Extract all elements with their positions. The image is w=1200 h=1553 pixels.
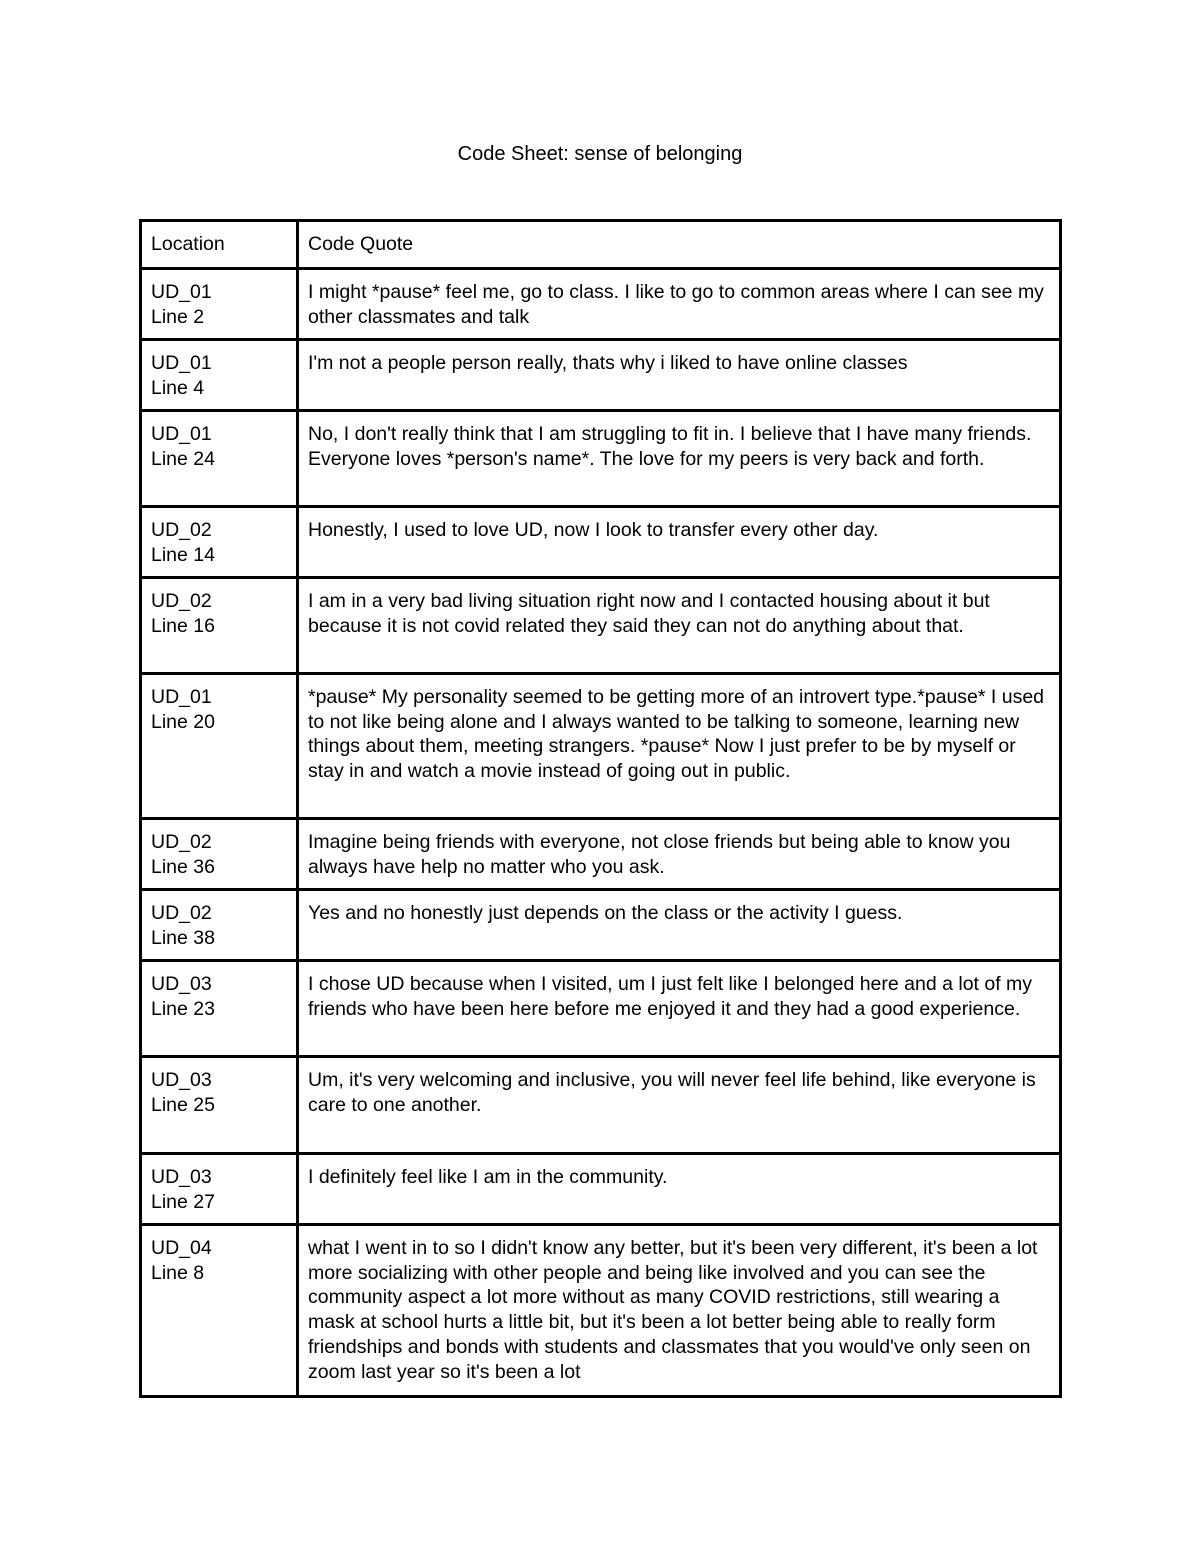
location-cell xyxy=(141,819,298,890)
location-cell xyxy=(141,507,298,578)
code-quote-cell: No, I don't really think that I am struggling to fit in. I believe that I have many friends. Everyone loves *person's name*. The love for my peers is very back and forth. xyxy=(298,411,1061,507)
code-quote-cell: I might *pause* feel me, go to class. I like to go to common areas where I can see my other classmates and talk xyxy=(298,269,1061,340)
location-line-number: Line 24 xyxy=(151,447,215,470)
location-id: UD_01 xyxy=(151,423,212,445)
location-cell xyxy=(141,1225,298,1397)
table-row xyxy=(141,1154,1061,1225)
code-sheet-table xyxy=(139,219,1062,1398)
location-cell xyxy=(141,578,298,674)
location-line-number: Line 16 xyxy=(151,614,215,637)
location-id: UD_03 xyxy=(151,1069,212,1091)
location-cell xyxy=(141,340,298,411)
location-cell xyxy=(141,961,298,1057)
location-id: UD_01 xyxy=(151,686,212,708)
table-row xyxy=(141,411,1061,507)
location-id: UD_04 xyxy=(151,1237,212,1259)
location-cell xyxy=(141,1057,298,1154)
location-id: UD_03 xyxy=(151,973,212,995)
location-cell xyxy=(141,674,298,819)
location-line-number: Line 25 xyxy=(151,1093,215,1116)
location-id: UD_01 xyxy=(151,281,212,303)
page-title: Code Sheet: sense of belonging xyxy=(457,143,743,165)
table-row xyxy=(141,674,1061,819)
code-quote-cell: what I went in to so I didn't know any better, but it's been very different, it's been a lot more socializing with other people and being like involved and you can see the community aspect a lot more without as many COVID restrictions, still wearing a mask at school hurts a little bit, but it's been a lot better being able to really form friendships and bonds with students and classmates that you would've only seen on zoom last year so it's been a lot xyxy=(298,1225,1061,1397)
location-line-number: Line 20 xyxy=(151,710,215,733)
table-row xyxy=(141,340,1061,411)
table-header-row xyxy=(141,221,1061,269)
code-quote-cell: Yes and no honestly just depends on the class or the activity I guess. xyxy=(298,890,1061,961)
code-quote-cell: I am in a very bad living situation right now and I contacted housing about it but because it is not covid related they said they can not do anything about that. xyxy=(298,578,1061,674)
table-row xyxy=(141,269,1061,340)
table-row xyxy=(141,890,1061,961)
location-line-number: Line 2 xyxy=(151,305,205,328)
location-line-number: Line 27 xyxy=(151,1190,215,1213)
location-line-number: Line 23 xyxy=(151,997,215,1020)
location-id: UD_02 xyxy=(151,590,212,612)
location-id: UD_02 xyxy=(151,831,212,853)
code-quote-cell: Honestly, I used to love UD, now I look to transfer every other day. xyxy=(298,507,1061,578)
location-id: UD_02 xyxy=(151,519,212,541)
location-line-number: Line 36 xyxy=(151,855,215,878)
location-id: UD_01 xyxy=(151,352,212,374)
location-line-number: Line 4 xyxy=(151,376,205,399)
code-quote-cell: I chose UD because when I visited, um I just felt like I belonged here and a lot of my friends who have been here before me enjoyed it and they had a good experience. xyxy=(298,961,1061,1057)
location-cell xyxy=(141,1154,298,1225)
table-row xyxy=(141,819,1061,890)
location-cell xyxy=(141,269,298,340)
code-quote-cell: Imagine being friends with everyone, not close friends but being able to know you always have help no matter who you ask. xyxy=(298,819,1061,890)
column-header-location: Location xyxy=(141,221,298,269)
location-id: UD_02 xyxy=(151,902,212,924)
location-line-number: Line 38 xyxy=(151,926,215,949)
code-quote-cell: Um, it's very welcoming and inclusive, you will never feel life behind, like everyone is care to one another. xyxy=(298,1057,1061,1154)
table-row xyxy=(141,1225,1061,1397)
column-header-code-quote: Code Quote xyxy=(298,221,1061,269)
table-row xyxy=(141,578,1061,674)
code-quote-cell: I definitely feel like I am in the community. xyxy=(298,1154,1061,1225)
location-line-number: Line 14 xyxy=(151,543,215,566)
location-id: UD_03 xyxy=(151,1166,212,1188)
code-quote-cell: I'm not a people person really, thats why i liked to have online classes xyxy=(298,340,1061,411)
code-quote-cell: *pause* My personality seemed to be getting more of an introvert type.*pause* I used to not like being alone and I always wanted to be talking to someone, learning new things about them, meeting strangers. *pause* Now I just prefer to be by myself or stay in and watch a movie instead of going out in public. xyxy=(298,674,1061,819)
table-row xyxy=(141,961,1061,1057)
table-row xyxy=(141,507,1061,578)
location-line-number: Line 8 xyxy=(151,1261,205,1284)
location-cell xyxy=(141,890,298,961)
location-cell xyxy=(141,411,298,507)
table-row xyxy=(141,1057,1061,1154)
